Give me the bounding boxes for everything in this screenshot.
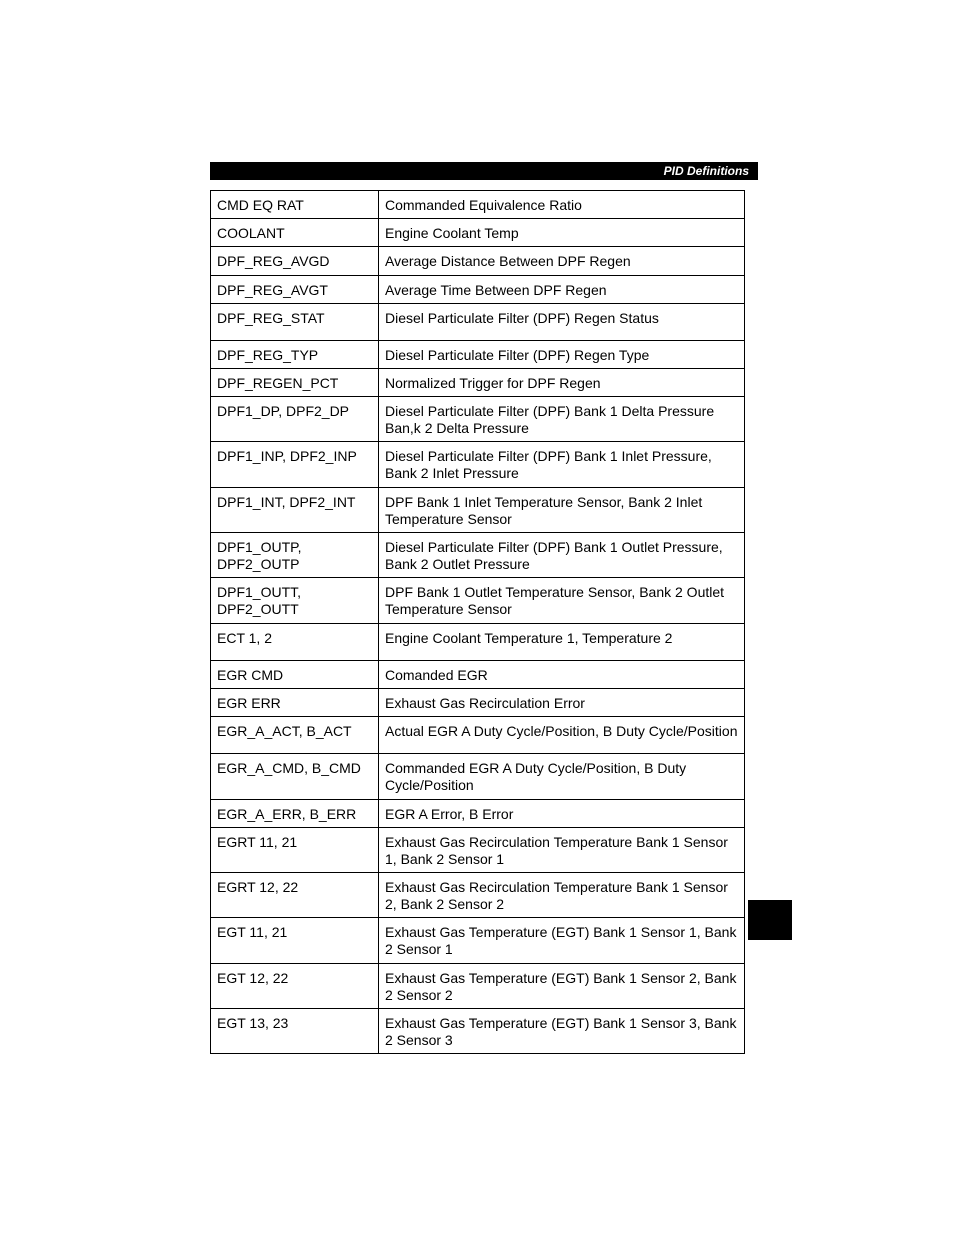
pid-code: CMD EQ RAT: [211, 191, 379, 219]
pid-description: Diesel Particulate Filter (DPF) Regen Type: [379, 341, 745, 369]
table-row: [211, 369, 745, 397]
pid-code: DPF1_OUTP, DPF2_OUTP: [211, 533, 379, 578]
table-row: [211, 689, 745, 717]
table-row: [211, 191, 745, 219]
pid-code: EGT 11, 21: [211, 918, 379, 964]
pid-description: Exhaust Gas Temperature (EGT) Bank 1 Sensor 2, Bank 2 Sensor 2: [379, 964, 745, 1009]
pid-code: EGR_A_ACT, B_ACT: [211, 717, 379, 754]
pid-description: Diesel Particulate Filter (DPF) Bank 1 Inlet Pressure, Bank 2 Inlet Pressure: [379, 442, 745, 488]
pid-description: Exhaust Gas Recirculation Error: [379, 689, 745, 717]
table-row: [211, 918, 745, 964]
chapter-tab-marker: [748, 900, 792, 940]
pid-description: Engine Coolant Temp: [379, 219, 745, 247]
pid-description: DPF Bank 1 Inlet Temperature Sensor, Bank 2 Inlet Temperature Sensor: [379, 488, 745, 533]
pid-description: Normalized Trigger for DPF Regen: [379, 369, 745, 397]
pid-description: Average Time Between DPF Regen: [379, 276, 745, 304]
table-row: [211, 304, 745, 341]
pid-code: EGT 12, 22: [211, 964, 379, 1009]
table-row: [211, 219, 745, 247]
pid-description: Exhaust Gas Recirculation Temperature Bank 1 Sensor 2, Bank 2 Sensor 2: [379, 873, 745, 918]
pid-description: Exhaust Gas Recirculation Temperature Bank 1 Sensor 1, Bank 2 Sensor 1: [379, 828, 745, 873]
pid-description: Diesel Particulate Filter (DPF) Regen Status: [379, 304, 745, 341]
pid-code: DPF_REG_AVGT: [211, 276, 379, 304]
table-row: [211, 578, 745, 624]
table-row: [211, 661, 745, 689]
pid-definitions-table: [210, 190, 745, 1054]
section-header: [210, 162, 758, 180]
pid-code: COOLANT: [211, 219, 379, 247]
pid-code: EGT 13, 23: [211, 1009, 379, 1054]
table-row: [211, 828, 745, 873]
pid-description: Exhaust Gas Temperature (EGT) Bank 1 Sensor 3, Bank 2 Sensor 3: [379, 1009, 745, 1054]
pid-code: DPF_REG_STAT: [211, 304, 379, 341]
section-title: PID Definitions: [663, 164, 749, 178]
pid-code: DPF_REG_AVGD: [211, 247, 379, 276]
table-row: [211, 754, 745, 800]
pid-code: DPF1_OUTT, DPF2_OUTT: [211, 578, 379, 624]
pid-code: DPF1_INT, DPF2_INT: [211, 488, 379, 533]
pid-code: EGR_A_ERR, B_ERR: [211, 800, 379, 828]
table-row: [211, 276, 745, 304]
pid-description: Diesel Particulate Filter (DPF) Bank 1 Outlet Pressure, Bank 2 Outlet Pressure: [379, 533, 745, 578]
table-row: [211, 800, 745, 828]
table-row: [211, 1009, 745, 1054]
pid-code: EGR CMD: [211, 661, 379, 689]
pid-description: Diesel Particulate Filter (DPF) Bank 1 Delta Pressure Ban,k 2 Delta Pressure: [379, 397, 745, 442]
pid-description: Average Distance Between DPF Regen: [379, 247, 745, 276]
pid-code: DPF_REG_TYP: [211, 341, 379, 369]
pid-code: EGR_A_CMD, B_CMD: [211, 754, 379, 800]
pid-code: ECT 1, 2: [211, 624, 379, 661]
table-row: [211, 717, 745, 754]
table-row: [211, 442, 745, 488]
table-row: [211, 397, 745, 442]
pid-description: Actual EGR A Duty Cycle/Position, B Duty Cycle/Position: [379, 717, 745, 754]
pid-description: EGR A Error, B Error: [379, 800, 745, 828]
table-row: [211, 488, 745, 533]
pid-description: DPF Bank 1 Outlet Temperature Sensor, Bank 2 Outlet Temperature Sensor: [379, 578, 745, 624]
table-row: [211, 247, 745, 276]
pid-description: Engine Coolant Temperature 1, Temperature 2: [379, 624, 745, 661]
table-row: [211, 873, 745, 918]
pid-description: Comanded EGR: [379, 661, 745, 689]
pid-code: DPF1_DP, DPF2_DP: [211, 397, 379, 442]
pid-description: Exhaust Gas Temperature (EGT) Bank 1 Sensor 1, Bank 2 Sensor 1: [379, 918, 745, 964]
table-row: [211, 964, 745, 1009]
table-row: [211, 533, 745, 578]
pid-description: Commanded EGR A Duty Cycle/Position, B Duty Cycle/Position: [379, 754, 745, 800]
pid-code: EGR ERR: [211, 689, 379, 717]
pid-code: EGRT 11, 21: [211, 828, 379, 873]
table-row: [211, 341, 745, 369]
table-row: [211, 624, 745, 661]
pid-code: DPF_REGEN_PCT: [211, 369, 379, 397]
pid-code: EGRT 12, 22: [211, 873, 379, 918]
pid-description: Commanded Equivalence Ratio: [379, 191, 745, 219]
pid-code: DPF1_INP, DPF2_INP: [211, 442, 379, 488]
